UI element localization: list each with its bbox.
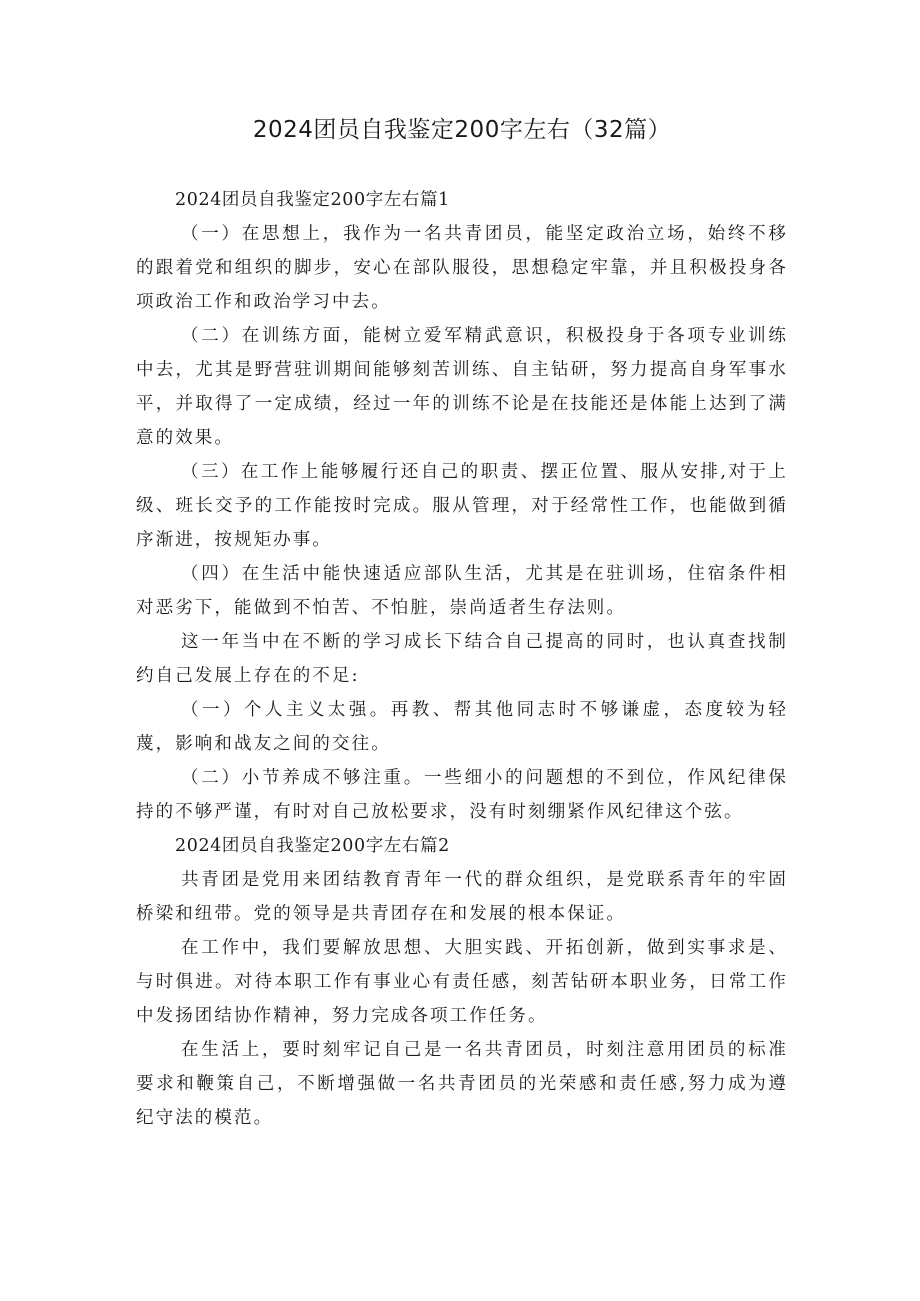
paragraph: （四）在生活中能快速适应部队生活，尤其是在驻训场，住宿条件相对恶劣下，能做到不怕苦、不怕脏，崇尚适者生存法则。 [136, 564, 788, 618]
paragraph: （三）在工作上能够履行还自己的职责、摆正位置、服从安排,对于上级、班长交予的工作能按时完成。服从管理，对于经常性工作，也能做到循序渐进，按规矩办事。 [136, 462, 788, 550]
section-1 [136, 183, 788, 829]
paragraph: （一）个人主义太强。再教、帮其他同志时不够谦虚，态度较为轻蔑，影响和战友之间的交往。 [136, 700, 788, 754]
section-heading: 2024团员自我鉴定200字左右篇2 [175, 836, 450, 856]
section-heading: 2024团员自我鉴定200字左右篇1 [175, 190, 450, 210]
document-title: 2024团员自我鉴定200字左右（32篇） [252, 117, 672, 143]
section-2 [136, 829, 788, 1135]
paragraph: 在工作中，我们要解放思想、大胆实践、开拓创新，做到实事求是、与时俱进。对待本职工作有事业心有责任感，刻苦钻研本职业务，日常工作中发扬团结协作精神，努力完成各项工作任务。 [136, 938, 788, 1026]
paragraph: （二）在训练方面，能树立爱军精武意识，积极投身于各项专业训练中去，尤其是野营驻训期间能够刻苦训练、自主钻研，努力提高自身军事水平，并取得了一定成绩，经过一年的训练不论是在技能还是体能上达到了满意的效果。 [136, 326, 788, 448]
paragraph: 共青团是党用来团结教育青年一代的群众组织，是党联系青年的牢固桥梁和纽带。党的领导是共青团存在和发展的根本保证。 [136, 870, 788, 924]
paragraph: （一）在思想上，我作为一名共青团员，能坚定政治立场，始终不移的跟着党和组织的脚步，安心在部队服役，思想稳定牢靠，并且积极投身各项政治工作和政治学习中去。 [136, 224, 788, 312]
paragraph: 这一年当中在不断的学习成长下结合自己提高的同时，也认真查找制约自己发展上存在的不足: [136, 632, 788, 686]
paragraph: 在生活上，要时刻牢记自己是一名共青团员，时刻注意用团员的标准要求和鞭策自己，不断增强做一名共青团员的光荣感和责任感,努力成为遵纪守法的模范。 [136, 1040, 788, 1128]
paragraph: （二）小节养成不够注重。一些细小的问题想的不到位，作风纪律保持的不够严谨，有时对自己放松要求，没有时刻绷紧作风纪律这个弦。 [136, 768, 788, 822]
